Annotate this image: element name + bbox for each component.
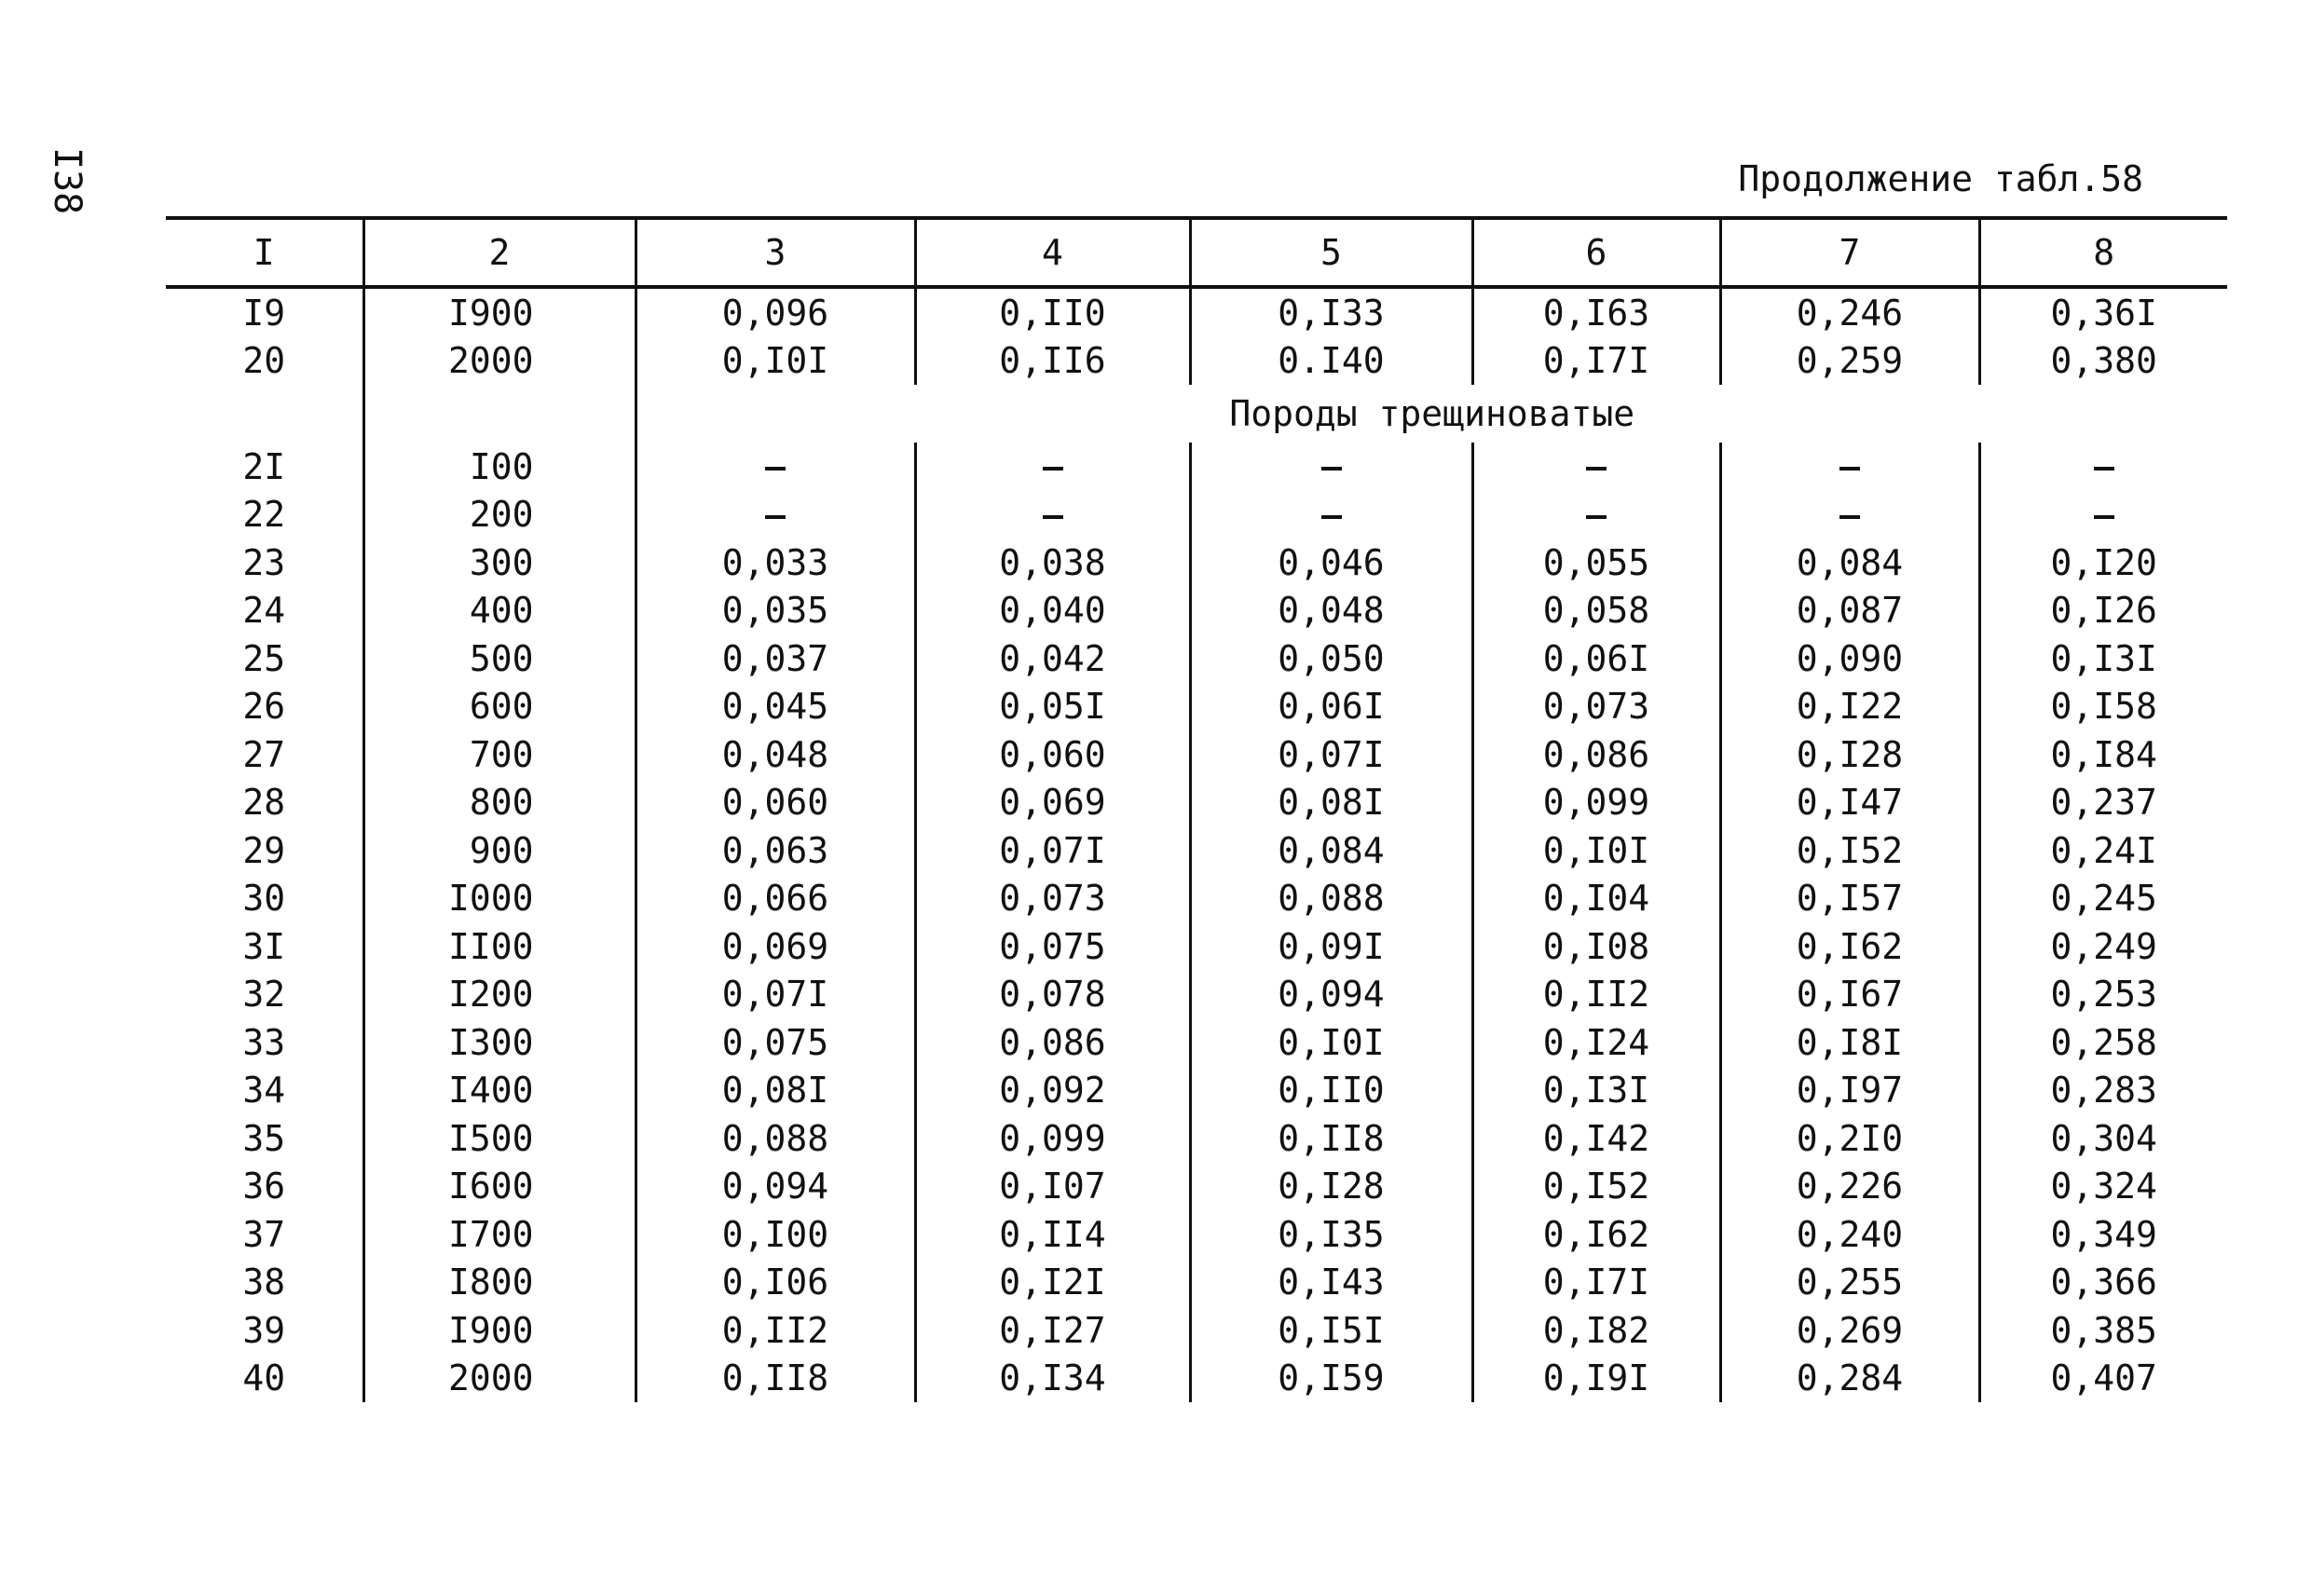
table-cell-col-2: I900 bbox=[363, 1306, 636, 1355]
table-cell-col-8 bbox=[1979, 443, 2227, 491]
table-cell-col-7: 0,226 bbox=[1720, 1163, 1979, 1211]
table-cell-col-2: I000 bbox=[363, 875, 636, 923]
table-cell-col-4: 0,I07 bbox=[915, 1163, 1190, 1211]
table-cell-col-8: 0,304 bbox=[1979, 1114, 2227, 1163]
dash-mark bbox=[1839, 515, 1860, 519]
table-body bbox=[166, 287, 2227, 1402]
table-cell-col-6: 0,I7I bbox=[1472, 337, 1720, 386]
table-cell-col-8: 0,I58 bbox=[1979, 683, 2227, 731]
table-cell-col-4: 0,II0 bbox=[915, 287, 1190, 337]
table-cell-col-1: 23 bbox=[242, 541, 286, 583]
table-cell-col-4: 0,092 bbox=[915, 1067, 1190, 1115]
table-row bbox=[166, 587, 2227, 635]
dash-mark bbox=[1321, 515, 1342, 519]
table-cell-col-7: 0,090 bbox=[1720, 634, 1979, 683]
table-cell-col-1: 25 bbox=[242, 637, 286, 679]
table-cell-col-1: 39 bbox=[242, 1309, 286, 1351]
table-cell-col-3: 0,094 bbox=[636, 1163, 915, 1211]
table-cell-col-8: 0,385 bbox=[1979, 1306, 2227, 1355]
table-row bbox=[166, 1018, 2227, 1067]
table-cell-col-7: 0,255 bbox=[1720, 1259, 1979, 1307]
table-cell-col-6: 0,099 bbox=[1472, 779, 1720, 827]
table-cell-col-4: 0,038 bbox=[915, 539, 1190, 587]
table-cell-col-8: 0,258 bbox=[1979, 1018, 2227, 1067]
table-cell-col-4: 0,II6 bbox=[915, 337, 1190, 386]
section-empty-cell bbox=[166, 385, 363, 443]
table-cell-col-8: 0,I3I bbox=[1979, 634, 2227, 683]
table-cell-col-7 bbox=[1720, 443, 1979, 491]
table-cell-col-2: I300 bbox=[363, 1018, 636, 1067]
table-row bbox=[166, 287, 2227, 337]
table-cell-col-8: 0,324 bbox=[1979, 1163, 2227, 1211]
table-cell-col-1: 40 bbox=[242, 1357, 286, 1399]
table-cell-col-6: 0,055 bbox=[1472, 539, 1720, 587]
table-cell-col-3: 0,037 bbox=[636, 634, 915, 683]
table-cell-col-3: 0,048 bbox=[636, 730, 915, 779]
table-cell-col-5 bbox=[1190, 443, 1472, 491]
dash-mark bbox=[1839, 467, 1860, 471]
table-cell-col-5: 0,088 bbox=[1190, 875, 1472, 923]
table-cell-col-8: 0,349 bbox=[1979, 1210, 2227, 1259]
table-row bbox=[166, 683, 2227, 731]
table-cell-col-7: 0,I57 bbox=[1720, 875, 1979, 923]
table-row bbox=[166, 1067, 2227, 1115]
table-cell-col-8: 0,I26 bbox=[1979, 587, 2227, 635]
table-cell-col-1: 22 bbox=[242, 494, 286, 536]
table-cell-col-5: 0,I33 bbox=[1190, 287, 1472, 337]
page-number: I38 bbox=[46, 147, 89, 215]
table-cell-col-6: 0,I63 bbox=[1472, 287, 1720, 337]
table-cell-col-7: 0,I28 bbox=[1720, 730, 1979, 779]
table-cell-col-5: 0,08I bbox=[1190, 779, 1472, 827]
table-cell-col-6 bbox=[1472, 491, 1720, 539]
table-continuation-label: Продолжение табл.58 bbox=[1738, 158, 2143, 199]
table-cell-col-4: 0,086 bbox=[915, 1018, 1190, 1067]
table-row bbox=[166, 539, 2227, 587]
dash-mark bbox=[1586, 515, 1607, 519]
table-cell-col-3: 0,066 bbox=[636, 875, 915, 923]
table-cell-col-5: 0,084 bbox=[1190, 826, 1472, 875]
table-row bbox=[166, 1355, 2227, 1403]
table-cell-col-5: 0,09I bbox=[1190, 922, 1472, 971]
table-cell-col-4: 0,075 bbox=[915, 922, 1190, 971]
table-cell-col-3: 0,069 bbox=[636, 922, 915, 971]
table-cell-col-7: 0,2I0 bbox=[1720, 1114, 1979, 1163]
table-cell-col-3: 0,I06 bbox=[636, 1259, 915, 1307]
table-cell-col-8: 0,249 bbox=[1979, 922, 2227, 971]
column-header-7: 7 bbox=[1720, 218, 1979, 287]
table-cell-col-3: 0,088 bbox=[636, 1114, 915, 1163]
table-cell-col-2: 500 bbox=[363, 634, 636, 683]
table-cell-col-8: 0,407 bbox=[1979, 1355, 2227, 1403]
table-cell-col-2: 200 bbox=[363, 491, 636, 539]
table-cell-col-4: 0,05I bbox=[915, 683, 1190, 731]
table-cell-col-7 bbox=[1720, 491, 1979, 539]
table-row bbox=[166, 1114, 2227, 1163]
table-cell-col-1: 27 bbox=[242, 733, 286, 775]
table-cell-col-7: 0,259 bbox=[1720, 337, 1979, 386]
table-cell-col-5: 0,I5I bbox=[1190, 1306, 1472, 1355]
table-cell-col-6: 0,I52 bbox=[1472, 1163, 1720, 1211]
table-cell-col-1: 28 bbox=[242, 782, 286, 824]
dash-mark bbox=[2094, 467, 2114, 471]
table-cell-col-6: 0,I9I bbox=[1472, 1355, 1720, 1403]
table-cell-col-4: 0,I27 bbox=[915, 1306, 1190, 1355]
table-cell-col-2: I200 bbox=[363, 971, 636, 1019]
table-cell-col-3: 0,II2 bbox=[636, 1306, 915, 1355]
table-cell-col-1: 38 bbox=[242, 1262, 286, 1303]
table-cell-col-7: 0,269 bbox=[1720, 1306, 1979, 1355]
table-cell-col-5 bbox=[1190, 491, 1472, 539]
table-cell-col-1: 26 bbox=[242, 686, 286, 728]
table-row bbox=[166, 779, 2227, 827]
dash-mark bbox=[2094, 515, 2114, 519]
table-cell-col-2: 800 bbox=[363, 779, 636, 827]
table-row bbox=[166, 922, 2227, 971]
dash-mark bbox=[1321, 467, 1342, 471]
table-cell-col-8: 0,I84 bbox=[1979, 730, 2227, 779]
table-cell-col-2: I500 bbox=[363, 1114, 636, 1163]
table-cell-col-4: 0,069 bbox=[915, 779, 1190, 827]
table-cell-col-3 bbox=[636, 491, 915, 539]
section-empty-cell bbox=[363, 385, 636, 443]
table-cell-col-4: 0,099 bbox=[915, 1114, 1190, 1163]
table-cell-col-1: 35 bbox=[242, 1117, 286, 1159]
table-cell-col-5: 0,I0I bbox=[1190, 1018, 1472, 1067]
table-cell-col-4 bbox=[915, 491, 1190, 539]
table-cell-col-6: 0,086 bbox=[1472, 730, 1720, 779]
table-cell-col-5: 0,II8 bbox=[1190, 1114, 1472, 1163]
table-cell-col-5: 0,050 bbox=[1190, 634, 1472, 683]
table-cell-col-2: 2000 bbox=[363, 337, 636, 386]
table-cell-col-5: 0,094 bbox=[1190, 971, 1472, 1019]
column-header-1: I bbox=[166, 218, 363, 287]
table-cell-col-8: 0,253 bbox=[1979, 971, 2227, 1019]
table-cell-col-2: 300 bbox=[363, 539, 636, 587]
data-table-container bbox=[166, 216, 2227, 1402]
table-row bbox=[166, 1306, 2227, 1355]
table-cell-col-5: 0,I43 bbox=[1190, 1259, 1472, 1307]
column-header-4: 4 bbox=[915, 218, 1190, 287]
dash-mark bbox=[1043, 467, 1063, 471]
table-cell-col-8: 0,283 bbox=[1979, 1067, 2227, 1115]
table-cell-col-1: 2I bbox=[242, 445, 286, 487]
table-cell-col-3: 0,075 bbox=[636, 1018, 915, 1067]
table-cell-col-6 bbox=[1472, 443, 1720, 491]
table-cell-col-8: 0,380 bbox=[1979, 337, 2227, 386]
table-cell-col-3: 0,II8 bbox=[636, 1355, 915, 1403]
table-cell-col-5: 0,07I bbox=[1190, 730, 1472, 779]
table-row bbox=[166, 826, 2227, 875]
table-cell-col-6: 0,I7I bbox=[1472, 1259, 1720, 1307]
table-cell-col-4: 0,07I bbox=[915, 826, 1190, 875]
table-row bbox=[166, 730, 2227, 779]
table-cell-col-4: 0,078 bbox=[915, 971, 1190, 1019]
table-cell-col-3 bbox=[636, 443, 915, 491]
table-cell-col-7: 0,I52 bbox=[1720, 826, 1979, 875]
table-cell-col-3: 0,096 bbox=[636, 287, 915, 337]
column-header-6: 6 bbox=[1472, 218, 1720, 287]
table-cell-col-2: I00 bbox=[363, 443, 636, 491]
table-cell-col-6: 0,06I bbox=[1472, 634, 1720, 683]
table-cell-col-4: 0,040 bbox=[915, 587, 1190, 635]
table-cell-col-1: 24 bbox=[242, 590, 286, 632]
dash-mark bbox=[765, 515, 786, 519]
table-cell-col-2: I900 bbox=[363, 287, 636, 337]
header-row bbox=[166, 218, 2227, 287]
table-cell-col-2: I400 bbox=[363, 1067, 636, 1115]
table-cell-col-3: 0,I00 bbox=[636, 1210, 915, 1259]
table-cell-col-1: 37 bbox=[242, 1213, 286, 1255]
table-cell-col-6: 0,I3I bbox=[1472, 1067, 1720, 1115]
table-cell-col-2: I700 bbox=[363, 1210, 636, 1259]
table-cell-col-2: 400 bbox=[363, 587, 636, 635]
table-cell-col-2: II00 bbox=[363, 922, 636, 971]
table-cell-col-7: 0,284 bbox=[1720, 1355, 1979, 1403]
table-cell-col-7: 0,246 bbox=[1720, 287, 1979, 337]
table-cell-col-4: 0,II4 bbox=[915, 1210, 1190, 1259]
column-header-3: 3 bbox=[636, 218, 915, 287]
column-header-8: 8 bbox=[1979, 218, 2227, 287]
table-cell-col-3: 0,I0I bbox=[636, 337, 915, 386]
table-cell-col-1: 33 bbox=[242, 1021, 286, 1063]
table-cell-col-6: 0,I42 bbox=[1472, 1114, 1720, 1163]
table-cell-col-3: 0,060 bbox=[636, 779, 915, 827]
table-cell-col-5: 0,I59 bbox=[1190, 1355, 1472, 1403]
table-cell-col-1: I9 bbox=[242, 292, 286, 334]
table-cell-col-6: 0,I04 bbox=[1472, 875, 1720, 923]
table-row bbox=[166, 1210, 2227, 1259]
table-cell-col-8: 0,237 bbox=[1979, 779, 2227, 827]
table-cell-col-8: 0,I20 bbox=[1979, 539, 2227, 587]
table-cell-col-1: 32 bbox=[242, 974, 286, 1016]
table-cell-col-3: 0,063 bbox=[636, 826, 915, 875]
table-cell-col-6: 0,II2 bbox=[1472, 971, 1720, 1019]
table-row bbox=[166, 1259, 2227, 1307]
dash-mark bbox=[1586, 467, 1607, 471]
column-header-2: 2 bbox=[363, 218, 636, 287]
table-row bbox=[166, 1163, 2227, 1211]
table-cell-col-6: 0,I82 bbox=[1472, 1306, 1720, 1355]
table-cell-col-1: 34 bbox=[242, 1070, 286, 1112]
table-cell-col-5: 0,046 bbox=[1190, 539, 1472, 587]
table-cell-col-2: 900 bbox=[363, 826, 636, 875]
table-cell-col-4: 0,I2I bbox=[915, 1259, 1190, 1307]
table-cell-col-6: 0,058 bbox=[1472, 587, 1720, 635]
table-cell-col-4: 0,060 bbox=[915, 730, 1190, 779]
table-cell-col-5: 0,048 bbox=[1190, 587, 1472, 635]
table-cell-col-5: 0,II0 bbox=[1190, 1067, 1472, 1115]
table-row bbox=[166, 443, 2227, 491]
table-cell-col-4: 0,I34 bbox=[915, 1355, 1190, 1403]
table-cell-col-7: 0,I62 bbox=[1720, 922, 1979, 971]
table-cell-col-1: 30 bbox=[242, 878, 286, 920]
table-cell-col-3: 0,035 bbox=[636, 587, 915, 635]
table-cell-col-1: 29 bbox=[242, 829, 286, 871]
table-cell-col-3: 0,07I bbox=[636, 971, 915, 1019]
section-row bbox=[166, 385, 2227, 443]
table-cell-col-7: 0,I8I bbox=[1720, 1018, 1979, 1067]
table-cell-col-3: 0,033 bbox=[636, 539, 915, 587]
table-cell-col-8: 0,366 bbox=[1979, 1259, 2227, 1307]
table-cell-col-5: 0.I40 bbox=[1190, 337, 1472, 386]
table-cell-col-7: 0,087 bbox=[1720, 587, 1979, 635]
table-cell-col-7: 0,I67 bbox=[1720, 971, 1979, 1019]
table-cell-col-6: 0,I0I bbox=[1472, 826, 1720, 875]
table-cell-col-5: 0,I35 bbox=[1190, 1210, 1472, 1259]
table-cell-col-7: 0,I22 bbox=[1720, 683, 1979, 731]
table-cell-col-4: 0,042 bbox=[915, 634, 1190, 683]
table-cell-col-1: 36 bbox=[242, 1166, 286, 1207]
table-cell-col-7: 0,240 bbox=[1720, 1210, 1979, 1259]
dash-mark bbox=[765, 467, 786, 471]
table-cell-col-8 bbox=[1979, 491, 2227, 539]
table-cell-col-5: 0,06I bbox=[1190, 683, 1472, 731]
table-cell-col-2: 600 bbox=[363, 683, 636, 731]
table-row bbox=[166, 971, 2227, 1019]
table-cell-col-6: 0,073 bbox=[1472, 683, 1720, 731]
table-row bbox=[166, 634, 2227, 683]
table-cell-col-7: 0,084 bbox=[1720, 539, 1979, 587]
table-cell-col-4 bbox=[915, 443, 1190, 491]
table-cell-col-2: 700 bbox=[363, 730, 636, 779]
table-row bbox=[166, 875, 2227, 923]
table-cell-col-6: 0,I62 bbox=[1472, 1210, 1720, 1259]
table-cell-col-8: 0,24I bbox=[1979, 826, 2227, 875]
table-cell-col-8: 0,245 bbox=[1979, 875, 2227, 923]
table-cell-col-2: I800 bbox=[363, 1259, 636, 1307]
table-row bbox=[166, 491, 2227, 539]
table-cell-col-4: 0,073 bbox=[915, 875, 1190, 923]
table-cell-col-6: 0,I24 bbox=[1472, 1018, 1720, 1067]
table-cell-col-3: 0,08I bbox=[636, 1067, 915, 1115]
table-cell-col-3: 0,045 bbox=[636, 683, 915, 731]
column-header-5: 5 bbox=[1190, 218, 1472, 287]
table-row bbox=[166, 337, 2227, 386]
table-cell-col-2: I600 bbox=[363, 1163, 636, 1211]
table-cell-col-1: 3I bbox=[242, 925, 286, 967]
table-cell-col-7: 0,I47 bbox=[1720, 779, 1979, 827]
table-cell-col-8: 0,36I bbox=[1979, 287, 2227, 337]
table-cell-col-6: 0,I08 bbox=[1472, 922, 1720, 971]
section-title: Породы трещиноватые bbox=[636, 385, 2227, 443]
dash-mark bbox=[1043, 515, 1063, 519]
table-cell-col-5: 0,I28 bbox=[1190, 1163, 1472, 1211]
table-cell-col-2: 2000 bbox=[363, 1355, 636, 1403]
table-cell-col-7: 0,I97 bbox=[1720, 1067, 1979, 1115]
data-table bbox=[166, 216, 2227, 1402]
table-cell-col-1: 20 bbox=[242, 340, 286, 382]
